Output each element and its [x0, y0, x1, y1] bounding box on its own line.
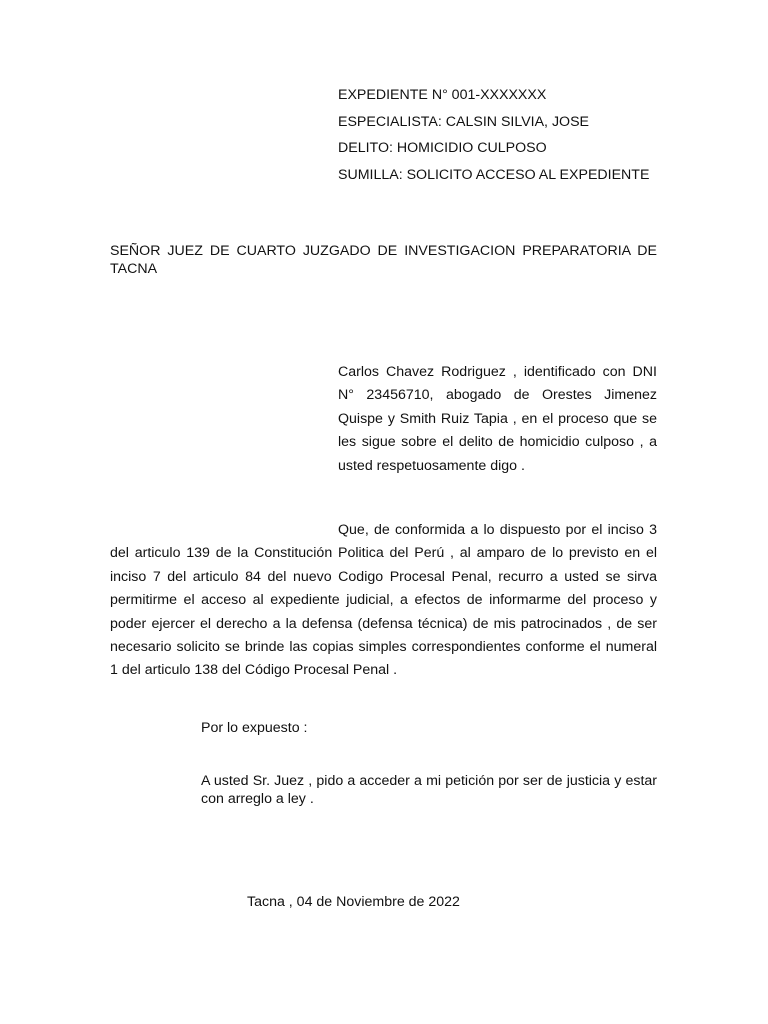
body-paragraph: Que, de conformida a lo dispuesto por el inciso 3 del articulo 139 de la Constitución Politica del Perú , al amparo de lo previsto en el inciso 7 del articulo 84 del nuevo Codigo Procesal Penal, recurro a usted se sirva permitirme el acceso al expediente judicial, a efectos de informarme del proceso y poder ejercer el derecho a la defensa (defensa técnica) de mis patrocinados , de ser necesario solicito se brinde las copias simples correspondientes conforme el numeral 1 del articulo 138 del Código Procesal Penal .	[110, 522, 657, 679]
delito-line: DELITO: HOMICIDIO CULPOSO	[338, 140, 547, 157]
sumilla-line: SUMILLA: SOLICITO ACCESO AL EXPEDIENTE	[338, 167, 650, 184]
expediente-line: EXPEDIENTE N° 001-XXXXXXX	[338, 87, 547, 103]
case-header	[338, 82, 668, 189]
por-lo-expuesto: Por lo expuesto :	[201, 720, 308, 736]
intro-paragraph: Carlos Chavez Rodriguez , identificado con DNI N° 23456710, abogado de Orestes Jimenez Quispe y Smith Ruiz Tapia , en el proceso que se les sigue sobre el delito de homicidio culposo , a usted respetuosamente digo .	[338, 364, 657, 474]
addressee: SEÑOR JUEZ DE CUARTO JUZGADO DE INVESTIGACION PREPARATORIA DE TACNA	[110, 243, 657, 277]
date-line: Tacna , 04 de Noviembre de 2022	[247, 894, 460, 910]
petition-paragraph: A usted Sr. Juez , pido a acceder a mi petición por ser de justicia y estar con arreglo a ley .	[201, 773, 657, 807]
especialista-line: ESPECIALISTA: CALSIN SILVIA, JOSE	[338, 113, 589, 130]
